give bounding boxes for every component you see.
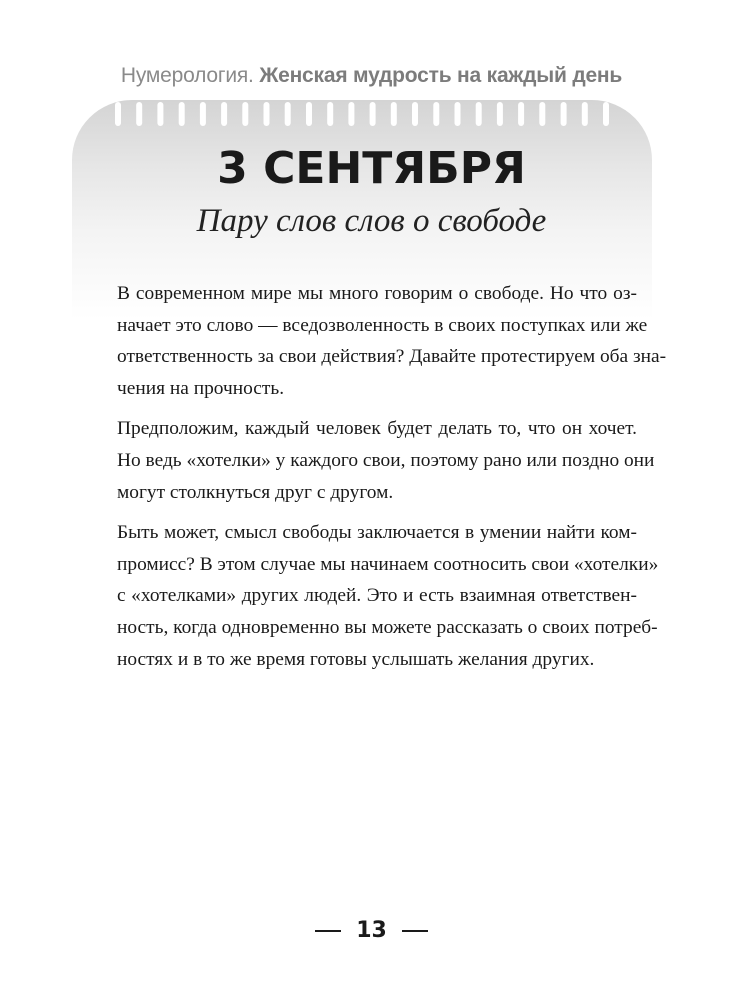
entry-date-title: 3 СЕНТЯБРЯ xyxy=(217,143,526,194)
binding-ring xyxy=(221,102,227,126)
text-line: с «хотелками» других людей. Это и есть взаимная ответствен- xyxy=(117,585,637,607)
binding-ring xyxy=(497,102,503,126)
binding-ring xyxy=(264,102,270,126)
binding-ring xyxy=(327,102,333,126)
binding-rings-icon xyxy=(72,100,652,140)
binding-ring xyxy=(179,102,185,126)
text-line: чения на прочность. xyxy=(117,377,285,399)
book-title: Нумерология. xyxy=(120,64,254,87)
entry-body xyxy=(117,278,667,684)
page-number: 13 xyxy=(356,918,387,943)
binding-ring xyxy=(370,102,376,126)
running-header xyxy=(0,64,743,88)
binding-ring xyxy=(603,102,609,126)
binding-ring xyxy=(539,102,545,126)
entry-subtitle: Пару слов слов о свободе xyxy=(196,203,547,239)
text-line: Быть может, смысл свободы заключается в умении найти ком- xyxy=(117,522,637,544)
binding-ring xyxy=(348,102,354,126)
page-footer xyxy=(0,918,743,943)
paragraph xyxy=(117,278,667,404)
binding-ring xyxy=(115,102,121,126)
binding-ring xyxy=(455,102,461,126)
text-line: Но ведь «хотелки» у каждого свои, поэтому рано или поздно они xyxy=(117,449,655,471)
text-line: ностях и в то же время готовы услышать желания других. xyxy=(117,648,595,670)
binding-ring xyxy=(433,102,439,126)
binding-ring xyxy=(285,102,291,126)
text-line: ность, когда одновременно вы можете рассказать о своих потреб- xyxy=(117,616,658,638)
binding-ring xyxy=(518,102,524,126)
binding-ring xyxy=(200,102,206,126)
binding-ring xyxy=(391,102,397,126)
footer-dash-left xyxy=(315,930,341,932)
binding-ring xyxy=(242,102,248,126)
binding-ring xyxy=(157,102,163,126)
text-line: Предположим, каждый человек будет делать то, что он хочет. xyxy=(117,418,637,440)
paragraph xyxy=(117,517,659,675)
book-subtitle: Женская мудрость на каждый день xyxy=(259,64,623,87)
text-line: начает это слово — вседозволенность в своих поступках или же xyxy=(117,314,648,336)
binding-ring xyxy=(582,102,588,126)
text-line: В современном мире мы много говорим о свободе. Но что оз- xyxy=(117,283,637,304)
binding-ring xyxy=(561,102,567,126)
paragraph xyxy=(117,413,655,508)
footer-dash-right xyxy=(402,930,428,932)
binding-ring xyxy=(136,102,142,126)
text-line: промисс? В этом случае мы начинаем соотносить свои «хотелки» xyxy=(117,553,659,575)
binding-ring xyxy=(306,102,312,126)
binding-ring xyxy=(476,102,482,126)
binding-ring xyxy=(412,102,418,126)
text-line: ответственность за свои действия? Давайте протестируем оба зна- xyxy=(117,346,667,368)
text-line: могут столкнуться друг с другом. xyxy=(117,481,394,503)
